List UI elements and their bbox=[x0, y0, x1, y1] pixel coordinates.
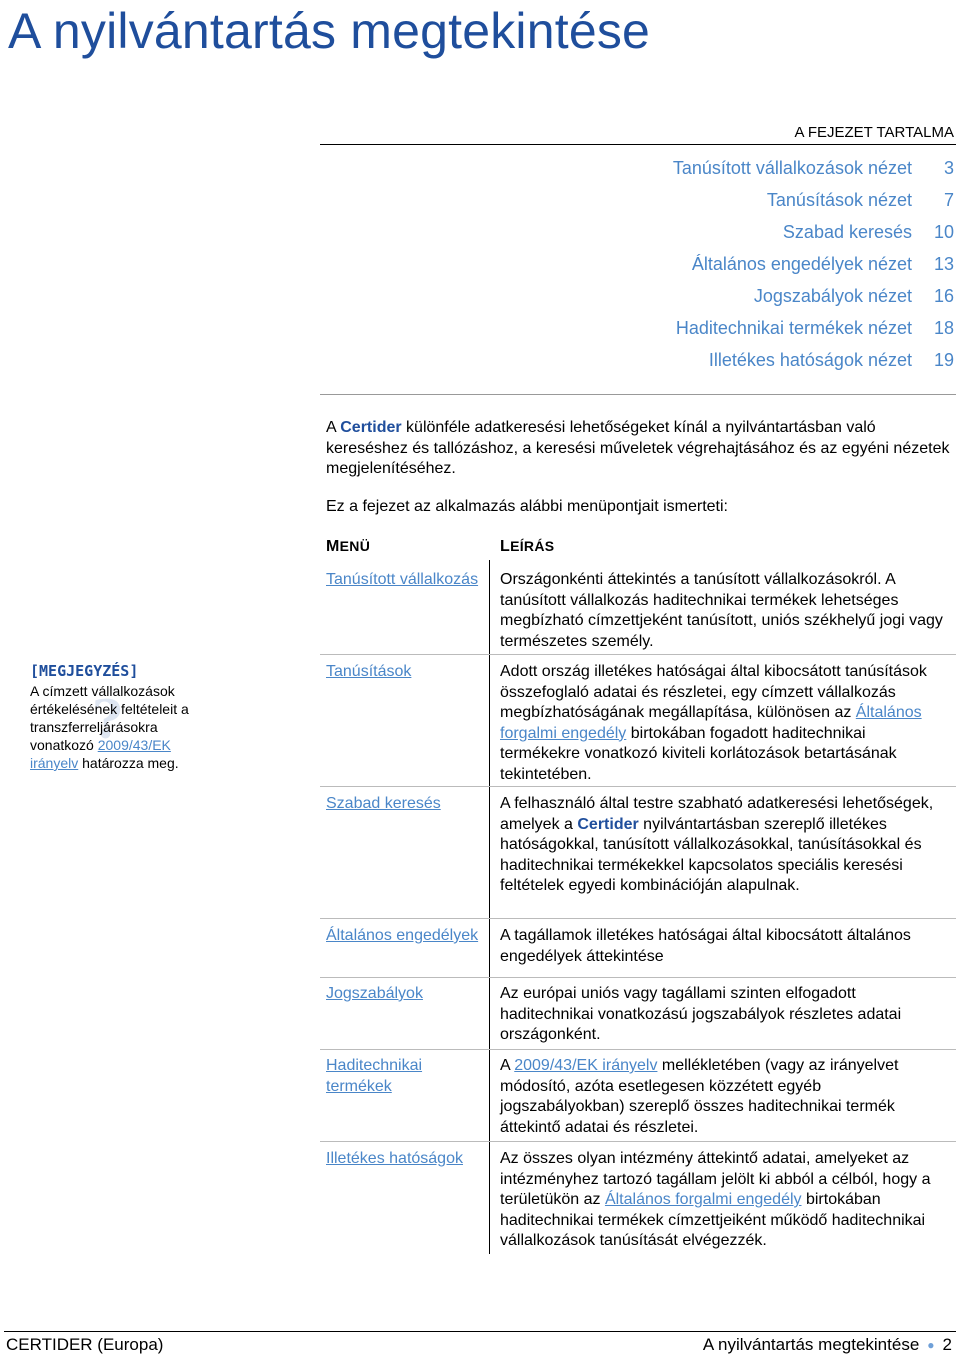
row-divider bbox=[320, 654, 956, 655]
note-body-end: határozza meg. bbox=[78, 755, 179, 771]
menu-link-competent-authorities[interactable]: Illetékes hatóságok bbox=[326, 1150, 463, 1167]
intro-text-rest: különféle adatkeresési lehetőségeket kínál a nyilvántartásban való kereséshez és tallózáshoz, a keresési műveletek végrehajtásához és az egyéni nézetek megjelenítéséhez. bbox=[326, 419, 950, 477]
footer-brand: CERTIDER (Europa) bbox=[6, 1335, 164, 1354]
desc-text: birtokában haditechnikai termékek címzettjeiként működő haditechnikai vállalkozások tanúsítását elvégezzék. bbox=[500, 1191, 926, 1249]
desc-text: Adott ország illetékes hatóságai által kibocsátott tanúsítások összefoglaló adatai és részletei, egy címzett vállalkozás megbízhatóságának megállapítása, különösen az bbox=[500, 663, 927, 721]
toc-item[interactable] bbox=[594, 344, 954, 376]
toc-item-page: 7 bbox=[943, 189, 954, 210]
toc-item[interactable] bbox=[594, 152, 954, 184]
general-licence-link[interactable]: Általános forgalmi engedély bbox=[500, 704, 922, 742]
directive-link[interactable]: 2009/43/EK irányelv bbox=[514, 1057, 658, 1074]
row-description: A tagállamok illetékes hatóságai által kibocsátott általános engedélyek áttekintése bbox=[500, 927, 911, 965]
desc-text: A felhasználó által testre szabható adatkeresési lehetőségek, amelyek a bbox=[500, 795, 934, 833]
row-description: Az európai uniós vagy tagállami szinten elfogadott haditechnikai vonatkozású jogszabályok részletes adatai országonként. bbox=[500, 985, 902, 1043]
menu-link-certifications[interactable]: Tanúsítások bbox=[326, 663, 412, 680]
desc-text: A bbox=[500, 1057, 515, 1074]
toc-item[interactable] bbox=[594, 184, 954, 216]
row-description: Országonkénti áttekintés a tanúsított vállalkozásokról. A tanúsított vállalkozás haditechnikai termékek lehetséges megbízható címzettjeként tanúsított, uniós székhelyű jogi vagy természetes személy. bbox=[500, 571, 943, 650]
section-divider bbox=[320, 394, 956, 395]
description-column-header bbox=[500, 538, 554, 556]
row-divider bbox=[320, 918, 956, 919]
desc-text: nyilvántartásban szereplő illetékes hatóságokkal, tanúsított vállalkozásokkal, tanúsításokkal és haditechnikai termékekkel kapcsolatos speciális keresési feltételek egyedi kombinációján alapulnak. bbox=[500, 815, 922, 894]
menu-link-general-licences[interactable]: Általános engedélyek bbox=[326, 927, 479, 944]
toc-heading: A FEJEZET TARTALMA bbox=[794, 124, 954, 141]
desc-text: mellékletében (vagy az irányelvet módosító, azóta esetlegesen közzétett egyéb jogszabályokban) szereplő összes haditechnikai termék áttekintő adatai és részletei. bbox=[500, 1057, 899, 1136]
desc-header-initial: L bbox=[500, 538, 511, 555]
toc-item[interactable] bbox=[594, 280, 954, 312]
menu-link-certified-companies[interactable]: Tanúsított vállalkozás bbox=[326, 571, 479, 588]
general-licence-link[interactable]: Általános forgalmi engedély bbox=[604, 1191, 802, 1208]
toc-item-label[interactable]: Illetékes hatóságok nézet bbox=[708, 349, 912, 370]
column-divider bbox=[489, 560, 490, 1254]
brand-name: Certider bbox=[340, 419, 402, 436]
menu-link-legislation[interactable]: Jogszabályok bbox=[326, 985, 423, 1002]
toc-item-label[interactable]: Haditechnikai termékek nézet bbox=[675, 317, 912, 338]
desc-text: birtokában fogadott haditechnikai termékekre vonatkozó kiviteli korlátozások betartásának tekintetében. bbox=[500, 724, 897, 783]
footer-page-number: 2 bbox=[942, 1335, 952, 1354]
note-title: [MEGJEGYZÉS] bbox=[30, 662, 139, 680]
desc-header-rest: EÍRÁS bbox=[510, 538, 555, 554]
menu-column-header bbox=[326, 538, 370, 556]
toc-item-label[interactable]: Tanúsítások nézet bbox=[766, 189, 912, 210]
directive-link[interactable]: 2009/43/EK irányelv bbox=[30, 737, 171, 771]
toc-item[interactable] bbox=[594, 216, 954, 248]
intro-menu-sentence: Ez a fejezet az alkalmazás alábbi menüpontjait ismerteti: bbox=[326, 498, 728, 515]
desc-text: Az összes olyan intézmény áttekintő adatai, amelyeket az intézményhez tartozó tagállam jelölt ki abból a célból, hogy a területükön az bbox=[500, 1150, 931, 1208]
menu-header-rest: ENÜ bbox=[339, 538, 371, 554]
menu-link-free-search[interactable]: Szabad keresés bbox=[326, 795, 441, 812]
row-description bbox=[500, 1056, 948, 1138]
footer-divider bbox=[4, 1331, 956, 1332]
page-title: A nyilvántartás megtekintése bbox=[8, 3, 651, 59]
footer-chapter-title: A nyilvántartás megtekintése bbox=[702, 1335, 920, 1354]
question-mark-watermark-icon: ? bbox=[92, 690, 123, 751]
row-divider bbox=[320, 1049, 956, 1050]
note-text bbox=[30, 682, 220, 772]
menu-header-initial: M bbox=[326, 538, 340, 555]
toc-item-page: 19 bbox=[933, 349, 954, 370]
toc-item-label[interactable]: Jogszabályok nézet bbox=[753, 285, 912, 306]
toc-item-label[interactable]: Tanúsított vállalkozások nézet bbox=[672, 157, 912, 178]
row-description bbox=[500, 662, 948, 785]
toc-item-page: 3 bbox=[943, 157, 954, 178]
note-body: A címzett vállalkozások értékelésének feltételeit a transzferreljárásokra vonatkozó bbox=[30, 683, 189, 753]
row-divider bbox=[320, 786, 956, 787]
intro-text: A bbox=[326, 419, 341, 436]
intro-paragraph bbox=[326, 418, 954, 480]
row-divider bbox=[320, 977, 956, 978]
menu-link-defence-products[interactable]: Haditechnikai termékek bbox=[326, 1057, 423, 1095]
toc-item-page: 18 bbox=[933, 317, 954, 338]
toc-item-page: 16 bbox=[933, 285, 954, 306]
toc-item[interactable] bbox=[594, 312, 954, 344]
toc-item-page: 10 bbox=[933, 221, 954, 242]
toc-divider bbox=[320, 144, 956, 145]
row-description bbox=[500, 794, 948, 897]
footer-page-info bbox=[703, 1335, 952, 1355]
table-of-contents bbox=[594, 152, 954, 376]
brand-name: Certider bbox=[577, 815, 639, 833]
row-divider bbox=[320, 1141, 956, 1142]
side-note bbox=[30, 662, 220, 772]
row-description bbox=[500, 1149, 948, 1252]
toc-item-page: 13 bbox=[933, 253, 954, 274]
bullet-dot-icon: ● bbox=[927, 1338, 935, 1352]
toc-item-label[interactable]: Szabad keresés bbox=[782, 221, 912, 242]
toc-item[interactable] bbox=[594, 248, 954, 280]
toc-item-label[interactable]: Általános engedélyek nézet bbox=[691, 253, 912, 274]
